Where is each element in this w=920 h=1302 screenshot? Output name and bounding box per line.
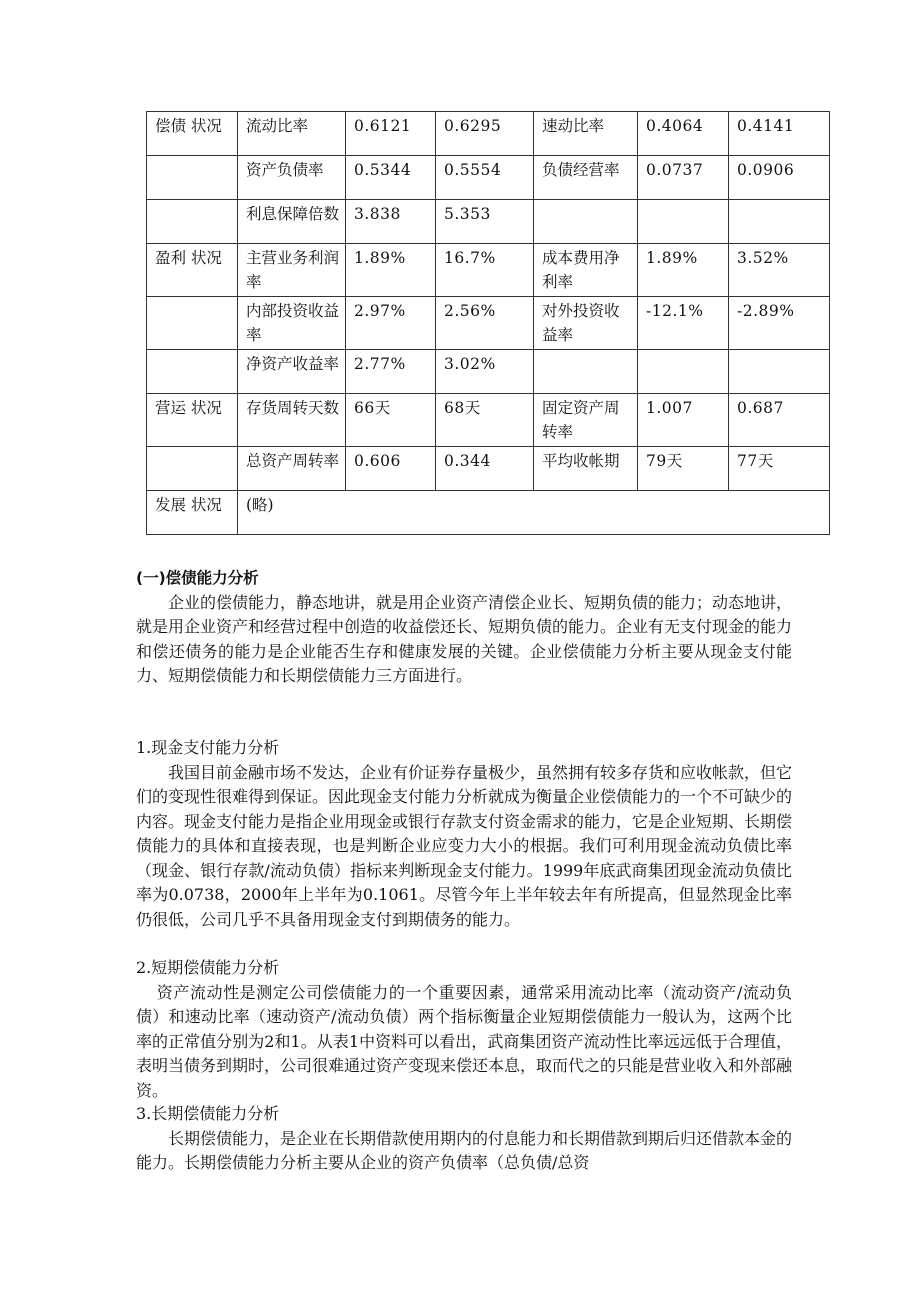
table-cell: 2.77% — [346, 350, 436, 394]
table-cell — [147, 156, 238, 200]
table-cell: 资产负债率 — [238, 156, 346, 200]
table-cell: 盈利 状况 — [147, 244, 238, 297]
table-cell — [729, 350, 830, 394]
table-cell: 16.7% — [436, 244, 534, 297]
table-cell: 68天 — [436, 394, 534, 447]
table-row — [147, 200, 830, 244]
table-cell — [534, 200, 638, 244]
table-cell: 1.89% — [638, 244, 729, 297]
table-cell: 0.4064 — [638, 112, 729, 156]
table-cell: 偿债 状况 — [147, 112, 238, 156]
table-cell — [729, 200, 830, 244]
table-cell — [147, 447, 238, 491]
table-cell: 3.02% — [436, 350, 534, 394]
table-cell: 1.007 — [638, 394, 729, 447]
table-cell: 77天 — [729, 447, 830, 491]
table-cell: 成本费用净利率 — [534, 244, 638, 297]
financial-ratio-table — [146, 111, 830, 535]
subsection-2-body: 资产流动性是测定公司偿债能力的一个重要因素，通常采用流动比率（流动资产/流动负债）和速动比率（速动资产/流动负债）两个指标衡量企业短期偿债能力一般认为，这两个比率的正常值分别为2和1。从表1中资料可以看出，武商集团资产流动性比率远远低于合理值，表明当债务到期时，公司很难通过资产变现来偿还本息，取而代之的只能是营业收入和外部融资。 — [136, 982, 793, 1100]
subsection-2-title: 2.短期偿债能力分析 — [136, 958, 280, 977]
table-cell: -2.89% — [729, 297, 830, 350]
subsection-3 — [136, 1102, 792, 1176]
table-cell: 净资产收益率 — [238, 350, 346, 394]
table-cell: 79天 — [638, 447, 729, 491]
section-1-intro: 企业的偿债能力，静态地讲，就是用企业资产清偿企业长、短期负债的能力；动态地讲，就是用企业资产和经营过程中创造的收益偿还长、短期负债的能力。企业有无支付现金的能力和偿还债务的能力是企业能否生存和健康发展的关键。企业偿债能力分析主要从现金支付能力、短期偿债能力和长期偿债能力三方面进行。 — [136, 592, 793, 685]
table-cell: 营运 状况 — [147, 394, 238, 447]
table-row — [147, 350, 830, 394]
table-cell: 0.606 — [346, 447, 436, 491]
table-cell: 3.838 — [346, 200, 436, 244]
table-row — [147, 112, 830, 156]
table-cell: 速动比率 — [534, 112, 638, 156]
table-cell: 0.5344 — [346, 156, 436, 200]
table-cell: 固定资产周转率 — [534, 394, 638, 447]
table-cell: 内部投资收益率 — [238, 297, 346, 350]
table-cell: 0.687 — [729, 394, 830, 447]
subsection-1-body: 我国目前金融市场不发达，企业有价证券存量极少，虽然拥有较多存货和应收帐款，但它们的变现性很难得到保证。因此现金支付能力分析就成为衡量企业偿债能力的一个不可缺少的内容。现金支付能力是指企业用现金或银行存款支付资金需求的能力，它是企业短期、长期偿债能力的具体和直接表现，也是判断企业应变力大小的根据。我们可利用现金流动负债比率（现金、银行存款/流动负债）指标来判断现金支付能力。1999年底武商集团现金流动负债比率为0.0738，2000年上半年为0.1061。尽管今年上半年较去年有所提高，但显然现金比率仍很低，公司几乎不具备用现金支付到期债务的能力。 — [136, 762, 793, 929]
table-cell: (略) — [238, 491, 830, 535]
table-cell: 存货周转天数 — [238, 394, 346, 447]
table-cell: 利息保障倍数 — [238, 200, 346, 244]
table-cell: 流动比率 — [238, 112, 346, 156]
table-cell: -12.1% — [638, 297, 729, 350]
subsection-1 — [136, 736, 792, 932]
table-row — [147, 447, 830, 491]
table-cell: 66天 — [346, 394, 436, 447]
subsection-3-body: 长期偿债能力，是企业在长期借款使用期内的付息能力和长期借款到期后归还借款本金的能力。长期偿债能力分析主要从企业的资产负债率（总负债/总资 — [136, 1128, 793, 1172]
table-cell: 5.353 — [436, 200, 534, 244]
table-cell: 1.89% — [346, 244, 436, 297]
table-cell: 主营业务利润率 — [238, 244, 346, 297]
subsection-1-title: 1.现金支付能力分析 — [136, 738, 280, 757]
table-cell: 0.5554 — [436, 156, 534, 200]
table-cell — [638, 350, 729, 394]
table-cell: 0.4141 — [729, 112, 830, 156]
table-cell: 0.6295 — [436, 112, 534, 156]
table-row — [147, 156, 830, 200]
table-row — [147, 491, 830, 535]
table-cell — [147, 200, 238, 244]
table-cell — [534, 350, 638, 394]
subsection-2 — [136, 956, 792, 1103]
table-cell: 2.56% — [436, 297, 534, 350]
table-cell: 0.0737 — [638, 156, 729, 200]
table-cell: 3.52% — [729, 244, 830, 297]
table-cell — [147, 350, 238, 394]
table-cell: 对外投资收益率 — [534, 297, 638, 350]
table-cell: 0.344 — [436, 447, 534, 491]
section-1-title: (一)偿债能力分析 — [136, 569, 259, 587]
table-cell: 总资产周转率 — [238, 447, 346, 491]
table-cell: 0.6121 — [346, 112, 436, 156]
table-cell — [638, 200, 729, 244]
table-cell — [147, 297, 238, 350]
table-cell: 发展 状况 — [147, 491, 238, 535]
table-cell: 负债经营率 — [534, 156, 638, 200]
table-cell: 平均收帐期 — [534, 447, 638, 491]
table-cell: 2.97% — [346, 297, 436, 350]
table-row — [147, 297, 830, 350]
section-1 — [136, 566, 792, 689]
table-cell: 0.0906 — [729, 156, 830, 200]
table-row — [147, 244, 830, 297]
subsection-3-title: 3.长期偿债能力分析 — [136, 1104, 280, 1123]
table-row — [147, 394, 830, 447]
